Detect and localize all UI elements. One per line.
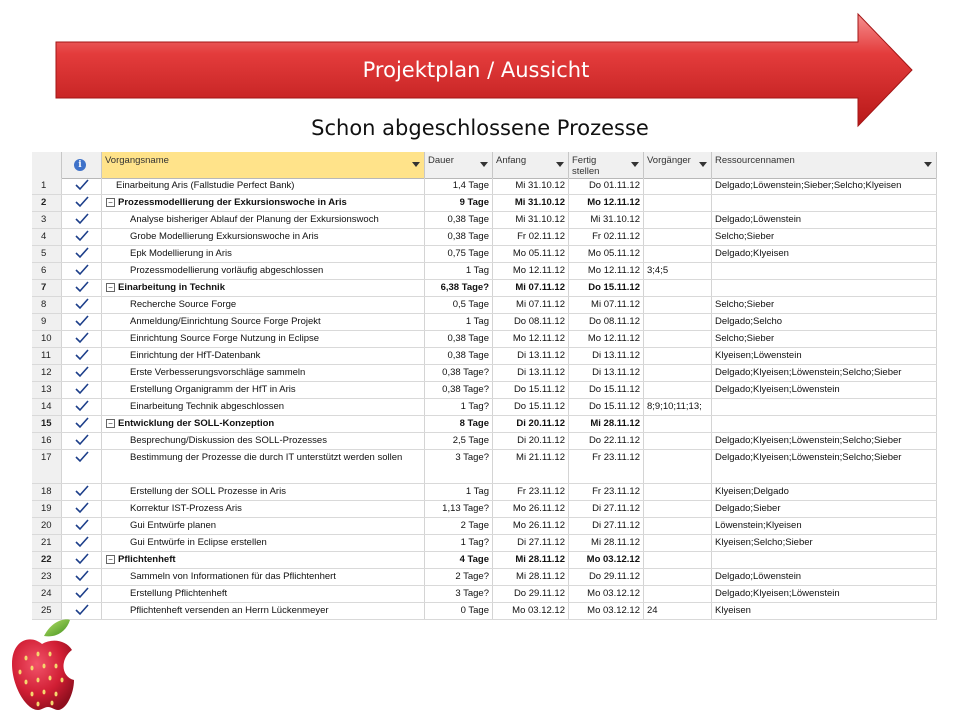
predecessors-cell[interactable]: 24 [644,603,712,619]
row-number[interactable]: 3 [32,212,62,228]
task-name: Prozessmodellierung der Exkursionswoche in Aris [118,197,347,208]
dropdown-arrow-icon[interactable] [924,162,932,167]
finish-cell[interactable]: Fr 23.11.12 [569,450,644,483]
task-name: Einrichtung Source Forge Nutzung in Eclipse [130,333,320,344]
finish-cell[interactable]: Fr 23.11.12 [569,484,644,500]
table-row[interactable] [32,365,937,382]
task-name: Einarbeitung in Technik [118,282,225,293]
start-cell[interactable]: Mi 31.10.12 [493,212,569,228]
resources-cell[interactable] [712,280,937,296]
table-row[interactable] [32,450,937,484]
row-number[interactable]: 19 [32,501,62,517]
duration-cell[interactable]: 1,13 Tage? [425,501,493,517]
checkmark-icon [75,281,89,293]
task-name-cell[interactable] [102,569,425,585]
table-row[interactable] [32,603,937,620]
row-number[interactable]: 9 [32,314,62,330]
task-name: Gui Entwürfe planen [130,520,217,531]
completed-indicator[interactable] [62,195,102,211]
duration-cell[interactable]: 6,38 Tage? [425,280,493,296]
table-row[interactable] [32,382,937,399]
row-number[interactable]: 12 [32,365,62,381]
table-row[interactable] [32,569,937,586]
task-name-cell[interactable] [102,195,425,211]
completed-indicator[interactable] [62,348,102,364]
start-cell[interactable]: Mi 31.10.12 [493,195,569,211]
duration-cell[interactable]: 0,38 Tage? [425,365,493,381]
start-cell[interactable]: Fr 02.11.12 [493,229,569,245]
task-name-cell[interactable] [102,297,425,313]
task-name: Einarbeitung Aris (Fallstudie Perfect Bank) [116,180,295,191]
finish-cell[interactable]: Mi 31.10.12 [569,212,644,228]
start-cell[interactable]: Do 15.11.12 [493,382,569,398]
duration-cell[interactable]: 0,38 Tage [425,229,493,245]
finish-cell[interactable]: Mo 12.11.12 [569,195,644,211]
resources-cell[interactable]: Klyeisen;Selcho;Sieber [712,535,937,551]
resources-cell[interactable]: Klyeisen;Delgado [712,484,937,500]
completed-indicator[interactable] [62,212,102,228]
banner-title: Projektplan / Aussicht [362,58,590,82]
row-number[interactable]: 14 [32,399,62,415]
predecessors-cell[interactable] [644,212,712,228]
finish-cell[interactable]: Do 29.11.12 [569,569,644,585]
predecessors-cell[interactable] [644,416,712,432]
start-cell[interactable]: Do 15.11.12 [493,399,569,415]
resources-cell[interactable] [712,416,937,432]
task-name: Erstellung Pflichtenheft [130,588,228,599]
task-name: Recherche Source Forge [130,299,237,310]
task-name-cell[interactable] [102,603,425,619]
resources-cell[interactable] [712,263,937,279]
finish-cell[interactable]: Do 08.11.12 [569,314,644,330]
finish-cell[interactable]: Di 13.11.12 [569,348,644,364]
dropdown-arrow-icon[interactable] [699,162,707,167]
finish-cell[interactable]: Do 15.11.12 [569,382,644,398]
dropdown-arrow-icon[interactable] [412,162,420,167]
dropdown-arrow-icon[interactable] [556,162,564,167]
header-anfang[interactable]: Anfang [493,152,569,178]
task-name-cell[interactable] [102,280,425,296]
finish-cell[interactable]: Mo 03.12.12 [569,603,644,619]
resources-cell[interactable]: Delgado;Sieber [712,501,937,517]
start-cell[interactable]: Di 20.11.12 [493,416,569,432]
checkmark-icon [75,332,89,344]
duration-cell[interactable]: 1 Tag [425,484,493,500]
task-name: Grobe Modellierung Exkursionswoche in Aris [130,231,319,242]
task-name-cell[interactable] [102,263,425,279]
predecessors-cell[interactable] [644,229,712,245]
duration-cell[interactable]: 0,75 Tage [425,246,493,262]
task-name-cell[interactable] [102,178,425,194]
finish-cell[interactable]: Mo 03.12.12 [569,552,644,568]
table-row[interactable] [32,212,937,229]
finish-cell[interactable]: Mi 07.11.12 [569,297,644,313]
table-header [32,152,937,179]
predecessors-cell[interactable] [644,280,712,296]
duration-cell[interactable]: 3 Tage? [425,450,493,483]
resources-cell[interactable]: Delgado;Löwenstein;Sieber;Selcho;Klyeisen [712,178,937,194]
header-rownum[interactable] [32,152,62,178]
predecessors-cell[interactable] [644,178,712,194]
task-name: Besprechung/Diskussion des SOLL-Prozesses [130,435,327,446]
predecessors-cell[interactable] [644,382,712,398]
start-cell[interactable]: Di 13.11.12 [493,348,569,364]
finish-cell[interactable]: Mi 28.11.12 [569,535,644,551]
checkmark-icon [75,247,89,259]
checkmark-icon [75,502,89,514]
subtitle: Schon abgeschlossene Prozesse [311,116,649,140]
finish-cell[interactable]: Di 27.11.12 [569,518,644,534]
duration-cell[interactable]: 0,5 Tage [425,297,493,313]
table-row[interactable] [32,399,937,416]
resources-cell[interactable]: Klyeisen [712,603,937,619]
predecessors-cell[interactable] [644,365,712,381]
header-vorgaenger[interactable]: Vorgänger [644,152,712,178]
task-name: Prozessmodellierung vorläufig abgeschlossen [130,265,324,276]
task-name-cell[interactable] [102,212,425,228]
completed-indicator[interactable] [62,416,102,432]
task-name: Sammeln von Informationen für das Pflichtenhert [130,571,336,582]
start-cell[interactable]: Mo 26.11.12 [493,518,569,534]
duration-cell[interactable]: 8 Tage [425,416,493,432]
header-dauer[interactable]: Dauer [425,152,493,178]
start-cell[interactable]: Mi 21.11.12 [493,450,569,483]
resources-cell[interactable]: Delgado;Klyeisen;Löwenstein;Selcho;Sieber [712,450,937,483]
completed-indicator[interactable] [62,535,102,551]
start-cell[interactable]: Mo 12.11.12 [493,331,569,347]
row-number[interactable]: 20 [32,518,62,534]
row-number[interactable]: 13 [32,382,62,398]
checkmark-icon [75,179,89,191]
predecessors-cell[interactable] [644,552,712,568]
row-number[interactable]: 4 [32,229,62,245]
info-icon: i [74,159,86,171]
duration-cell[interactable]: 3 Tage? [425,586,493,602]
checkmark-icon [75,604,89,616]
dropdown-arrow-icon[interactable] [631,162,639,167]
duration-cell[interactable]: 1 Tag? [425,399,493,415]
finish-cell[interactable]: Fr 02.11.12 [569,229,644,245]
completed-indicator[interactable] [62,297,102,313]
task-name: Gui Entwürfe in Eclipse erstellen [130,537,267,548]
duration-cell[interactable]: 0,38 Tage [425,348,493,364]
start-cell[interactable]: Di 27.11.12 [493,535,569,551]
predecessors-cell[interactable] [644,314,712,330]
task-name-cell[interactable] [102,314,425,330]
start-cell[interactable]: Mo 26.11.12 [493,501,569,517]
duration-cell[interactable]: 0 Tage [425,603,493,619]
finish-cell[interactable]: Do 15.11.12 [569,280,644,296]
row-number[interactable]: 11 [32,348,62,364]
completed-indicator[interactable] [62,178,102,194]
start-cell[interactable]: Di 20.11.12 [493,433,569,449]
checkmark-icon [75,417,89,429]
completed-indicator[interactable] [62,263,102,279]
task-name-cell[interactable] [102,246,425,262]
table-row[interactable] [32,195,937,212]
duration-cell[interactable]: 4 Tage [425,552,493,568]
finish-cell[interactable]: Mo 12.11.12 [569,263,644,279]
predecessors-cell[interactable] [644,433,712,449]
completed-indicator[interactable] [62,382,102,398]
resources-cell[interactable]: Delgado;Klyeisen;Löwenstein;Selcho;Sieber [712,433,937,449]
predecessors-cell[interactable] [644,297,712,313]
completed-indicator[interactable] [62,586,102,602]
task-name: Erste Verbesserungsvorschläge sammeln [130,367,306,378]
predecessors-cell[interactable] [644,586,712,602]
completed-indicator[interactable] [62,450,102,483]
finish-cell[interactable]: Mo 12.11.12 [569,331,644,347]
task-name: Pflichtenheft versenden an Herrn Lückenmeyer [130,605,329,616]
table-row[interactable] [32,229,937,246]
finish-cell[interactable]: Mi 28.11.12 [569,416,644,432]
predecessors-cell[interactable] [644,348,712,364]
task-name-cell[interactable] [102,433,425,449]
task-name: Pflichtenheft [118,554,176,565]
start-cell[interactable]: Di 13.11.12 [493,365,569,381]
duration-cell[interactable]: 1 Tag [425,263,493,279]
completed-indicator[interactable] [62,552,102,568]
completed-indicator[interactable] [62,501,102,517]
predecessors-cell[interactable] [644,535,712,551]
task-name-cell[interactable] [102,484,425,500]
finish-cell[interactable]: Do 22.11.12 [569,433,644,449]
table-row[interactable] [32,246,937,263]
table-row[interactable] [32,331,937,348]
table-row[interactable] [32,178,937,195]
finish-cell[interactable]: Mo 05.11.12 [569,246,644,262]
task-name-cell[interactable] [102,365,425,381]
finish-cell[interactable]: Do 01.11.12 [569,178,644,194]
start-cell[interactable]: Mi 07.11.12 [493,280,569,296]
task-name-cell[interactable] [102,518,425,534]
checkmark-icon [75,553,89,565]
row-number[interactable]: 18 [32,484,62,500]
task-name: Entwicklung der SOLL-Konzeption [118,418,275,429]
completed-indicator[interactable] [62,229,102,245]
finish-cell[interactable]: Di 27.11.12 [569,501,644,517]
duration-cell[interactable]: 1 Tag [425,314,493,330]
task-name: Erstellung der SOLL Prozesse in Aris [130,486,286,497]
predecessors-cell[interactable] [644,246,712,262]
completed-indicator[interactable] [62,569,102,585]
resources-cell[interactable]: Löwenstein;Klyeisen [712,518,937,534]
table-row[interactable] [32,297,937,314]
table-row[interactable] [32,552,937,569]
table-body [32,178,937,620]
completed-indicator[interactable] [62,433,102,449]
task-name: Erstellung Organigramm der HfT in Aris [130,384,296,395]
task-name: Einrichtung der HfT-Datenbank [130,350,261,361]
dropdown-arrow-icon[interactable] [480,162,488,167]
task-name: Anmeldung/Einrichtung Source Forge Projekt [130,316,321,327]
duration-cell[interactable]: 2,5 Tage [425,433,493,449]
predecessors-cell[interactable] [644,569,712,585]
checkmark-icon [75,536,89,548]
checkmark-icon [75,587,89,599]
table-row[interactable] [32,314,937,331]
checkmark-icon [75,349,89,361]
task-name-cell[interactable] [102,552,425,568]
row-number[interactable]: 8 [32,297,62,313]
row-number[interactable]: 5 [32,246,62,262]
start-cell[interactable]: Mo 05.11.12 [493,246,569,262]
resources-cell[interactable]: Delgado;Klyeisen [712,246,937,262]
row-number[interactable]: 17 [32,450,62,483]
header-indicator[interactable] [62,152,102,178]
table-row[interactable] [32,433,937,450]
resources-cell[interactable]: Delgado;Klyeisen;Löwenstein [712,382,937,398]
duration-cell[interactable]: 0,38 Tage [425,212,493,228]
duration-cell[interactable]: 2 Tage? [425,569,493,585]
predecessors-cell[interactable] [644,518,712,534]
task-name-cell[interactable] [102,348,425,364]
table-row[interactable] [32,484,937,501]
checkmark-icon [75,230,89,242]
resources-cell[interactable]: Klyeisen;Löwenstein [712,348,937,364]
row-number[interactable]: 6 [32,263,62,279]
row-number[interactable]: 10 [32,331,62,347]
start-cell[interactable]: Mi 28.11.12 [493,569,569,585]
resources-cell[interactable] [712,399,937,415]
table-row[interactable] [32,348,937,365]
strawberry-apple-logo [8,614,76,714]
row-number[interactable]: 15 [32,416,62,432]
resources-cell[interactable]: Delgado;Selcho [712,314,937,330]
checkmark-icon [75,315,89,327]
completed-indicator[interactable] [62,365,102,381]
completed-indicator[interactable] [62,246,102,262]
header-fertig-stellen[interactable]: Fertig stellen [569,152,644,178]
collapse-toggle-icon[interactable]: − [106,198,115,207]
task-name-cell[interactable] [102,331,425,347]
collapse-toggle-icon[interactable]: − [106,283,115,292]
project-table [32,152,937,616]
checkmark-icon [75,196,89,208]
checkmark-icon [75,485,89,497]
finish-cell[interactable]: Mo 03.12.12 [569,586,644,602]
completed-indicator[interactable] [62,331,102,347]
task-name: Einarbeitung Technik abgeschlossen [130,401,285,412]
predecessors-cell[interactable] [644,450,712,483]
task-name-cell[interactable] [102,586,425,602]
resources-cell[interactable]: Selcho;Sieber [712,297,937,313]
row-number[interactable]: 25 [32,603,62,619]
finish-cell[interactable]: Do 15.11.12 [569,399,644,415]
collapse-toggle-icon[interactable]: − [106,555,115,564]
checkmark-icon [75,366,89,378]
checkmark-icon [75,570,89,582]
duration-cell[interactable]: 2 Tage [425,518,493,534]
task-name-cell[interactable] [102,416,425,432]
checkmark-icon [75,451,89,463]
checkmark-icon [75,383,89,395]
resources-cell[interactable] [712,195,937,211]
predecessors-cell[interactable] [644,195,712,211]
checkmark-icon [75,264,89,276]
predecessors-cell[interactable] [644,501,712,517]
resources-cell[interactable]: Selcho;Sieber [712,229,937,245]
duration-cell[interactable]: 0,38 Tage [425,331,493,347]
task-name-cell[interactable] [102,450,425,483]
checkmark-icon [75,400,89,412]
task-name: Korrektur IST-Prozess Aris [130,503,242,514]
header-ressourcennamen[interactable]: Ressourcennamen [712,152,937,178]
completed-indicator[interactable] [62,518,102,534]
start-cell[interactable]: Mi 31.10.12 [493,178,569,194]
completed-indicator[interactable] [62,484,102,500]
predecessors-cell[interactable] [644,331,712,347]
task-name: Bestimmung der Prozesse die durch IT unterstützt werden sollen [130,452,403,463]
start-cell[interactable]: Fr 23.11.12 [493,484,569,500]
resources-cell[interactable]: Delgado;Löwenstein [712,569,937,585]
checkmark-icon [75,519,89,531]
checkmark-icon [75,213,89,225]
task-name: Analyse bisheriger Ablauf der Planung der Exkursionswoch [130,214,379,225]
start-cell[interactable]: Mi 07.11.12 [493,297,569,313]
task-name-cell[interactable] [102,535,425,551]
completed-indicator[interactable] [62,399,102,415]
predecessors-cell[interactable]: 3;4;5 [644,263,712,279]
row-number[interactable]: 7 [32,280,62,296]
predecessors-cell[interactable]: 8;9;10;11;13; [644,399,712,415]
duration-cell[interactable]: 0,38 Tage? [425,382,493,398]
row-number[interactable]: 2 [32,195,62,211]
row-number[interactable]: 1 [32,178,62,194]
task-name: Epk Modellierung in Aris [130,248,232,259]
resources-cell[interactable]: Delgado;Löwenstein [712,212,937,228]
resources-cell[interactable]: Delgado;Klyeisen;Löwenstein;Selcho;Sieber [712,365,937,381]
row-number[interactable]: 21 [32,535,62,551]
table-row[interactable] [32,586,937,603]
start-cell[interactable]: Mi 28.11.12 [493,552,569,568]
table-row[interactable] [32,535,937,552]
row-number[interactable]: 22 [32,552,62,568]
resources-cell[interactable]: Delgado;Klyeisen;Löwenstein [712,586,937,602]
resources-cell[interactable]: Selcho;Sieber [712,331,937,347]
start-cell[interactable]: Mo 03.12.12 [493,603,569,619]
task-name-cell[interactable] [102,382,425,398]
task-name-cell[interactable] [102,399,425,415]
completed-indicator[interactable] [62,314,102,330]
predecessors-cell[interactable] [644,484,712,500]
finish-cell[interactable]: Di 13.11.12 [569,365,644,381]
checkmark-icon [75,298,89,310]
row-number[interactable]: 16 [32,433,62,449]
row-number[interactable]: 24 [32,586,62,602]
resources-cell[interactable] [712,552,937,568]
task-name-cell[interactable] [102,229,425,245]
checkmark-icon [75,434,89,446]
duration-cell[interactable]: 1,4 Tage [425,178,493,194]
table-row[interactable] [32,416,937,433]
duration-cell[interactable]: 9 Tage [425,195,493,211]
header-vorgangsname[interactable]: Vorgangsname [102,152,425,178]
start-cell[interactable]: Do 29.11.12 [493,586,569,602]
table-row[interactable] [32,518,937,535]
task-name-cell[interactable] [102,501,425,517]
collapse-toggle-icon[interactable]: − [106,419,115,428]
row-number[interactable]: 23 [32,569,62,585]
start-cell[interactable]: Do 08.11.12 [493,314,569,330]
duration-cell[interactable]: 1 Tag? [425,535,493,551]
table-row[interactable] [32,501,937,518]
completed-indicator[interactable] [62,280,102,296]
start-cell[interactable]: Mo 12.11.12 [493,263,569,279]
table-row[interactable] [32,280,937,297]
table-row[interactable] [32,263,937,280]
